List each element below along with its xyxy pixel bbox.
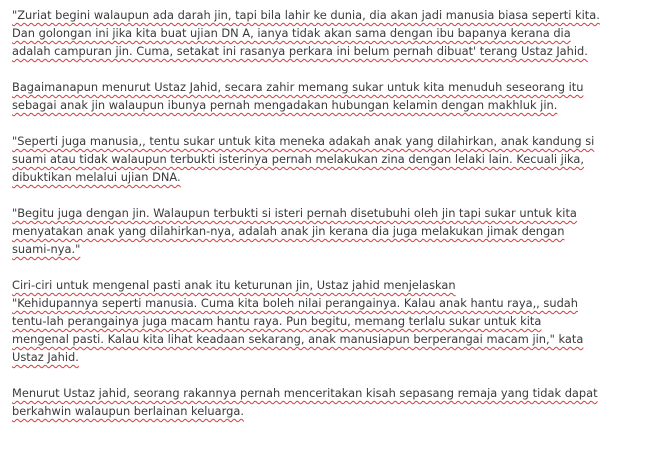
- paragraph-line: menyatakan anak yang dilahirkan-nya, adalah anak jin kerana dia juga melakukan jimak dengan: [12, 224, 565, 238]
- paragraph-line: suami-nya.": [12, 242, 81, 256]
- paragraph-line: berkahwin walaupun berlainan keluarga.: [12, 404, 244, 418]
- paragraph-line: Menurut Ustaz jahid, seorang rakannya pernah menceritakan kisah sepasang remaja yang tidak dapat: [12, 386, 598, 400]
- paragraph-line: dibuktikan melalui ujian DNA.: [12, 170, 181, 184]
- paragraph-2: [12, 78, 642, 114]
- paragraph-line: sebagai anak jin walaupun ibunya pernah mengadakan hubungan kelamin dengan makhluk jin.: [12, 98, 558, 112]
- paragraph-line: "Zuriat begini walaupun ada darah jin, tapi bila lahir ke dunia, dia akan jadi manusia biasa seperti kita.: [12, 8, 600, 22]
- paragraph-line: "Begitu juga dengan jin. Walaupun terbukti si isteri pernah disetubuhi oleh jin tapi sukar untuk kita: [12, 206, 577, 220]
- paragraph-5: [12, 276, 642, 366]
- paragraph-line: Ciri-ciri untuk mengenal pasti anak itu keturunan jin, Ustaz jahid menjelaskan: [12, 278, 456, 292]
- paragraph-1: [12, 6, 642, 60]
- paragraph-line: Bagaimanapun menurut Ustaz Jahid, secara zahir memang sukar untuk kita menuduh seseorang itu: [12, 80, 584, 94]
- paragraph-3: [12, 132, 642, 186]
- paragraph-line: "Kehidupannya seperti manusia. Cuma kita boleh nilai perangainya. Kalau anak hantu raya,, sudah: [12, 296, 579, 310]
- paragraph-line: adalah campuran jin. Cuma, setakat ini rasanya perkara ini belum pernah dibuat' terang Ustaz Jahid.: [12, 44, 588, 58]
- paragraph-line: tentu-lah perangainya juga macam hantu raya. Pun begitu, memang terlalu sukar untuk kita: [12, 314, 542, 328]
- document-body: [12, 6, 642, 438]
- paragraph-4: [12, 204, 642, 258]
- paragraph-line: Ustaz Jahid.: [12, 350, 79, 364]
- paragraph-line: Dan golongan ini jika kita buat ujian DN A, ianya tidak akan sama dengan ibu bapanya kerana dia: [12, 26, 571, 40]
- paragraph-line: suami atau tidak walaupun terbukti isterinya pernah melakukan zina dengan lelaki lain. Kecuali jika,: [12, 152, 585, 166]
- paragraph-line: mengenal pasti. Kalau kita lihat keadaan sekarang, anak manusiapun berperangai macam jin," kata: [12, 332, 584, 346]
- paragraph-6: [12, 384, 642, 420]
- paragraph-line: "Seperti juga manusia,, tentu sukar untuk kita meneka adakah anak yang dilahirkan, anak kandung si: [12, 134, 595, 148]
